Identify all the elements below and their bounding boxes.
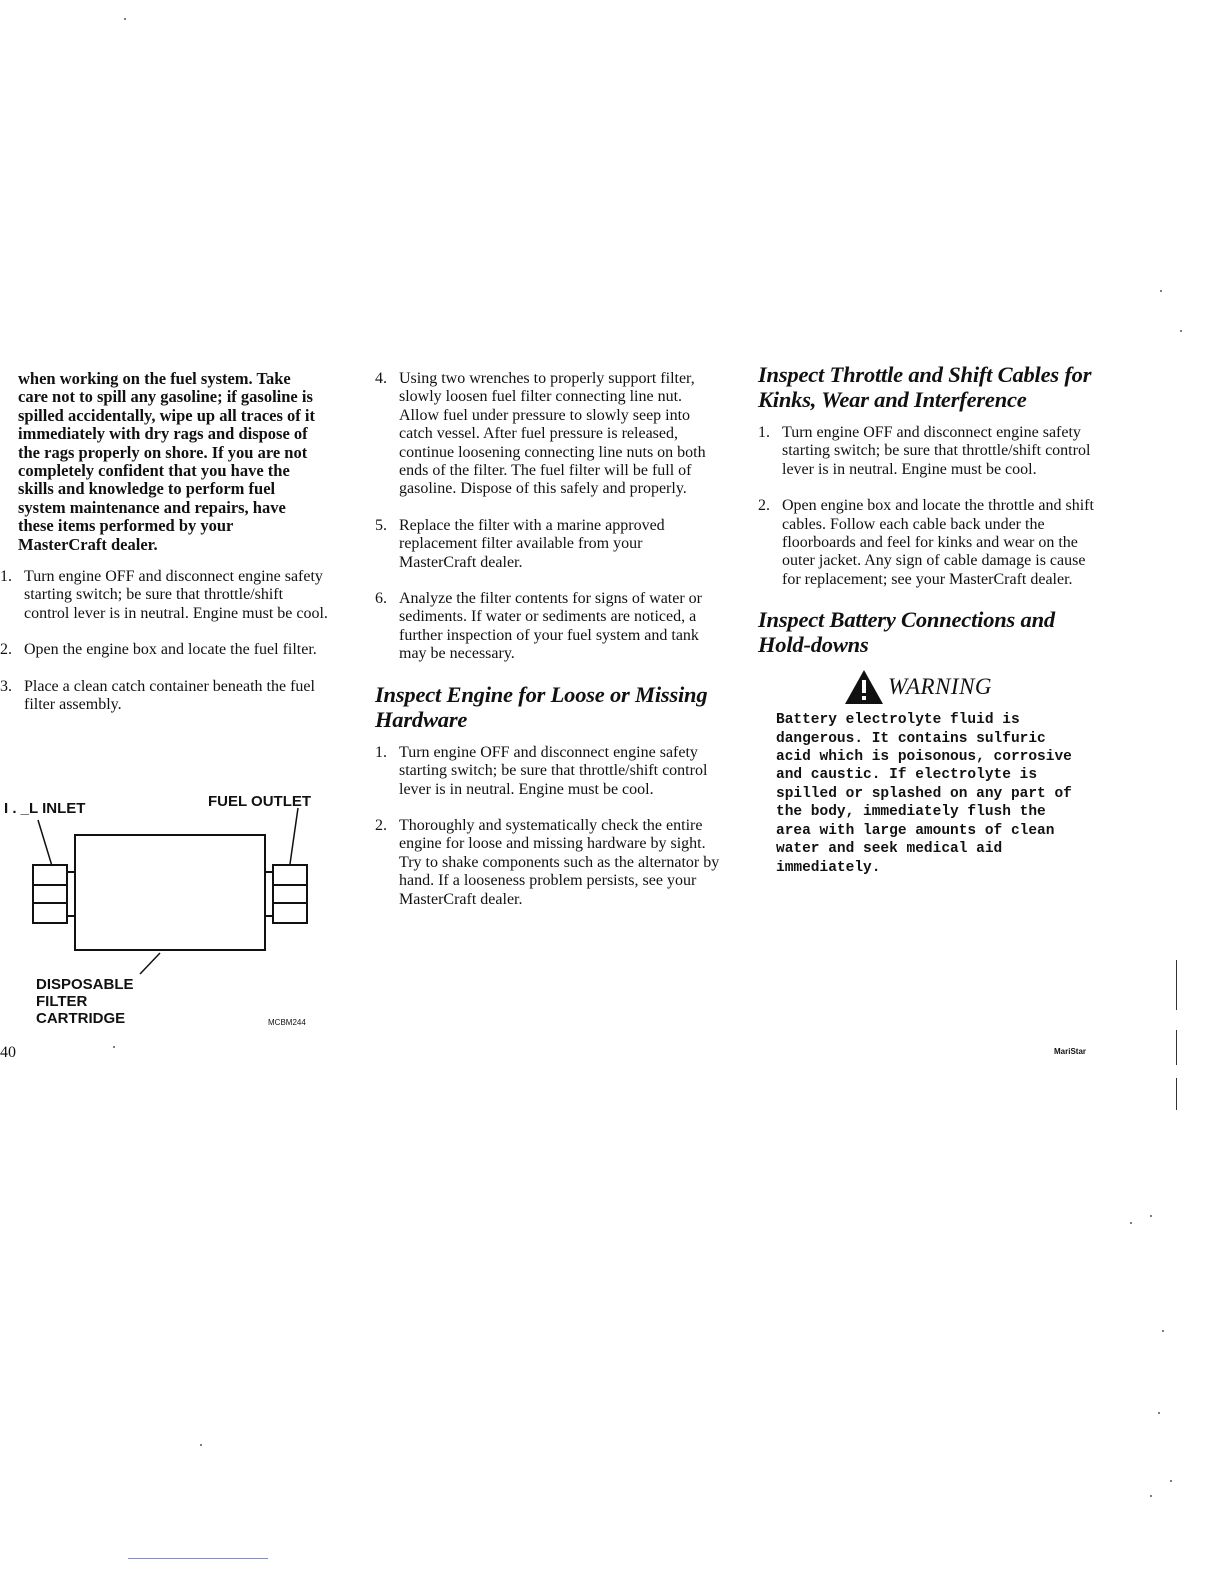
list-item: 2. Open engine box and locate the throttle and shift cables. Follow each cable back under the floorboards and feel for kinks and wear on the outer jacket. Any sign of cable damage is cause for replacement; see your MasterCraft dealer.	[758, 497, 1094, 588]
list-item: 3. Place a clean catch container beneath the fuel filter assembly.	[0, 677, 315, 714]
column-left	[0, 370, 330, 733]
outlet-nut	[265, 872, 273, 916]
scan-line	[128, 1558, 268, 1559]
outlet-fitting	[273, 865, 307, 923]
scan-speck	[1150, 1215, 1152, 1217]
list-item: 4. Using two wrenches to properly support filter, slowly loosen fuel filter connecting line nut. Allow fuel under pressure to slowly seep into catch vessel. After fuel pressure is released, continue loosening connecting line nuts on both ends of the filter. The fuel filter will be full of gasoline. Dispose of this safely and properly.	[375, 370, 706, 498]
battery-warning-text: Battery electrolyte fluid is dangerous. It contains sulfuric acid which is poisonous, corrosive and caustic. If electrolyte is spilled or splashed on any part of the body, immediately flush the area with large amounts of clean water and seek medical aid immediately.	[776, 712, 1072, 876]
scan-edge-line	[1176, 1078, 1177, 1110]
fuel-outlet-label: FUEL OUTLET	[208, 793, 312, 810]
list-item: 1. Turn engine OFF and disconnect engine safety starting switch; be sure that throttle/shift control lever is in neutral. Engine must be cool.	[758, 424, 1091, 478]
warning-triangle-icon	[844, 669, 884, 705]
brand-logo: MariStar	[1054, 1047, 1087, 1056]
figure-code: MCBM244	[268, 1018, 306, 1027]
scan-speck	[1170, 1480, 1172, 1482]
inlet-leader	[38, 820, 52, 866]
throttle-cable-steps	[758, 424, 1098, 589]
scan-speck	[1160, 290, 1162, 292]
section-title-engine-hardware: Inspect Engine for Loose or Missing Hardware	[375, 681, 708, 732]
section-title-battery: Inspect Battery Connections and Hold-downs	[758, 607, 1055, 658]
list-item: 6. Analyze the filter contents for signs of water or sediments. If water or sediments are noticed, a further inspection of your fuel system and tank may be necessary.	[375, 590, 703, 663]
fuel-inlet-label: I . _L INLET	[4, 800, 86, 817]
scan-speck	[124, 18, 126, 20]
list-item: 1. Turn engine OFF and disconnect engine safety starting switch; be sure that throttle/shift control lever is in neutral. Engine must be cool.	[0, 568, 328, 622]
scan-speck	[1130, 1222, 1132, 1224]
scan-edge-line	[1176, 1030, 1177, 1065]
cartridge-label: DISPOSABLE FILTER CARTRIDGE	[36, 976, 134, 1027]
section-title-throttle-cables: Inspect Throttle and Shift Cables for Kinks, Wear and Interference	[758, 362, 1092, 412]
column-middle	[375, 370, 720, 927]
page-number: 40	[0, 1044, 16, 1061]
cartridge-leader	[140, 953, 160, 974]
scan-edge-line	[1176, 960, 1177, 1010]
fuel-warning-continued: when working on the fuel system. Take care not to spill any gasoline; if gasoline is spilled accidentally, wipe up all traces of it immediately with dry rags and dispose of the rags properly on shore. If you are not completely confident that you have the skills and knowledge to perform fuel system maintenance and repairs, have these items performed by your MasterCraft dealer.	[18, 369, 315, 554]
warning-heading	[738, 669, 1098, 705]
list-item: 1. Turn engine OFF and disconnect engine safety starting switch; be sure that throttle/shift control lever is in neutral. Engine must be cool.	[375, 743, 708, 798]
scan-speck	[1180, 330, 1182, 332]
fuel-filter-steps-continued	[375, 370, 720, 664]
fuel-filter-diagram	[0, 790, 335, 1035]
list-item: 2. Open the engine box and locate the fuel filter.	[0, 641, 317, 659]
inlet-fitting	[33, 865, 67, 923]
engine-hardware-steps	[375, 744, 720, 909]
list-item: 5. Replace the filter with a marine approved replacement filter available from your MasterCraft dealer.	[375, 516, 665, 571]
scan-speck	[113, 1046, 115, 1048]
filter-body	[75, 835, 265, 950]
column-right	[758, 362, 1098, 891]
scan-speck	[1158, 1412, 1160, 1414]
inlet-nut	[67, 872, 75, 916]
scan-speck	[1162, 1330, 1164, 1332]
list-item: 2. Thoroughly and systematically check the entire engine for loose and missing hardware by sight. Try to shake components such as the alternator by hand. If a looseness problem persists, see your MasterCraft dealer.	[375, 816, 720, 908]
outlet-leader	[290, 808, 298, 864]
scan-speck	[1150, 1495, 1152, 1497]
warning-title: WARNING	[887, 674, 993, 700]
fuel-filter-steps	[0, 568, 330, 714]
scan-speck	[200, 1444, 202, 1446]
